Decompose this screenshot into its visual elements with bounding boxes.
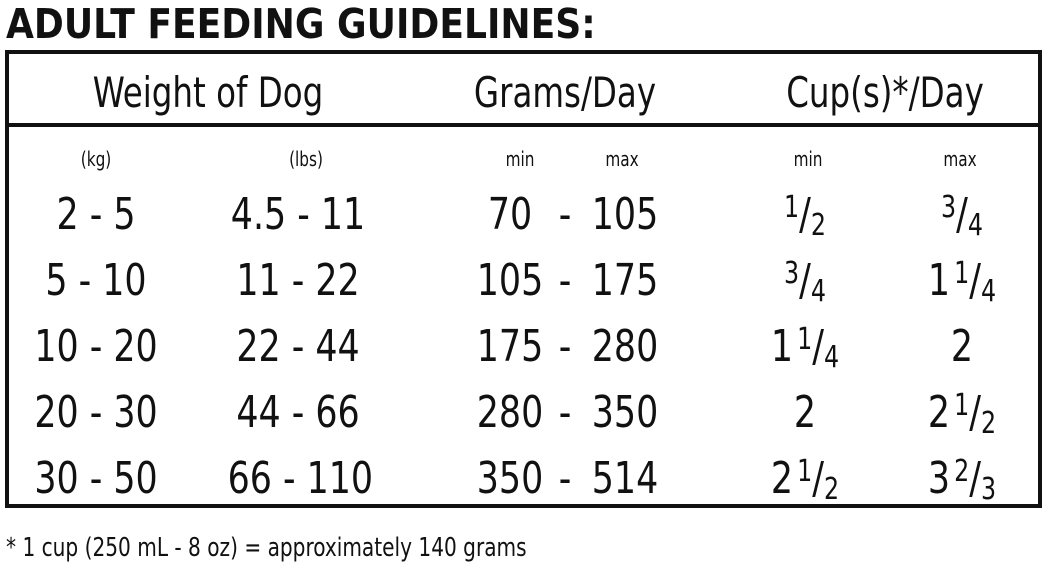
fraction-denominator: 4 bbox=[823, 340, 840, 375]
row-cups-min bbox=[743, 188, 866, 251]
fraction-numerator: 3 bbox=[941, 190, 957, 225]
fraction-slash: / bbox=[799, 255, 811, 306]
fraction-denominator: 2 bbox=[980, 406, 997, 441]
fraction-denominator: 2 bbox=[810, 208, 826, 243]
row-grams-sep: - bbox=[558, 453, 572, 504]
row-grams-max: 175 bbox=[591, 255, 659, 306]
row-cups-max bbox=[900, 386, 1023, 449]
row-grams-max: 280 bbox=[591, 321, 659, 372]
row-cups-min bbox=[743, 452, 866, 515]
footnote: * 1 cup (250 mL - 8 oz) = approximately 140 grams bbox=[6, 533, 527, 563]
row-grams-max: 514 bbox=[591, 453, 659, 504]
row-cups-min bbox=[743, 386, 866, 449]
header-grams: Grams/Day bbox=[473, 68, 657, 117]
fraction-whole: 3 bbox=[927, 453, 951, 504]
fraction-slash: / bbox=[812, 453, 824, 504]
row-kg: 30 - 50 bbox=[34, 453, 158, 504]
fraction-whole: 2 bbox=[770, 453, 794, 504]
row-grams-min: 350 bbox=[476, 453, 544, 504]
fraction-slash: / bbox=[969, 453, 981, 504]
fraction-slash: / bbox=[969, 255, 981, 306]
page-title: ADULT FEEDING GUIDELINES: bbox=[6, 0, 596, 48]
fraction-whole: 1 bbox=[927, 255, 951, 306]
subheader-lbs: (lbs) bbox=[289, 147, 323, 171]
row-lbs: 22 - 44 bbox=[236, 321, 360, 372]
fraction-numerator: 1 bbox=[797, 454, 813, 489]
fraction-whole: 2 bbox=[950, 321, 974, 372]
row-grams-sep: - bbox=[558, 255, 572, 306]
fraction-denominator: 4 bbox=[980, 274, 997, 309]
row-grams-min: 175 bbox=[476, 321, 544, 372]
fraction-slash: / bbox=[812, 321, 824, 372]
fraction-whole: 1 bbox=[770, 321, 794, 372]
fraction-whole: 2 bbox=[927, 387, 951, 438]
row-kg: 20 - 30 bbox=[34, 387, 158, 438]
fraction-numerator: 2 bbox=[954, 454, 970, 489]
subheader-kg: (kg) bbox=[80, 147, 112, 171]
subheader-cups-max: max bbox=[943, 147, 977, 171]
header-weight: Weight of Dog bbox=[92, 68, 324, 117]
row-kg: 2 - 5 bbox=[56, 189, 136, 240]
row-lbs: 44 - 66 bbox=[236, 387, 360, 438]
row-grams-sep: - bbox=[558, 321, 572, 372]
row-grams-sep: - bbox=[558, 189, 572, 240]
subheader-cups-min: min bbox=[793, 147, 823, 171]
row-kg: 10 - 20 bbox=[34, 321, 158, 372]
row-cups-min bbox=[743, 320, 866, 383]
fraction-numerator: 3 bbox=[784, 256, 800, 291]
row-lbs: 66 - 110 bbox=[227, 453, 374, 504]
row-cups-max bbox=[900, 254, 1023, 317]
fraction-denominator: 2 bbox=[823, 472, 840, 507]
fraction-whole: 2 bbox=[793, 387, 817, 438]
fraction-numerator: 1 bbox=[784, 190, 800, 225]
row-lbs: 4.5 - 11 bbox=[230, 189, 366, 240]
row-cups-max bbox=[900, 320, 1023, 383]
fraction-numerator: 1 bbox=[954, 256, 970, 291]
row-grams-max: 105 bbox=[591, 189, 659, 240]
fraction-denominator: 3 bbox=[980, 472, 997, 507]
row-cups-max bbox=[900, 188, 1023, 251]
row-lbs: 11 - 22 bbox=[236, 255, 360, 306]
row-grams-sep: - bbox=[558, 387, 572, 438]
fraction-denominator: 4 bbox=[967, 208, 983, 243]
header-cups: Cup(s)*/Day bbox=[786, 68, 984, 117]
fraction-numerator: 1 bbox=[954, 388, 970, 423]
header-divider bbox=[5, 123, 1042, 127]
fraction-slash: / bbox=[799, 189, 811, 240]
fraction-denominator: 4 bbox=[810, 274, 826, 309]
row-grams-min: 70 bbox=[487, 189, 533, 240]
row-kg: 5 - 10 bbox=[45, 255, 147, 306]
fraction-slash: / bbox=[956, 189, 968, 240]
row-grams-min: 105 bbox=[476, 255, 544, 306]
row-cups-min bbox=[743, 254, 866, 317]
subheader-grams-min: min bbox=[505, 147, 535, 171]
fraction-numerator: 1 bbox=[797, 322, 813, 357]
fraction-slash: / bbox=[969, 387, 981, 438]
row-grams-min: 280 bbox=[476, 387, 544, 438]
subheader-grams-max: max bbox=[605, 147, 639, 171]
row-grams-max: 350 bbox=[591, 387, 659, 438]
row-cups-max bbox=[900, 452, 1023, 515]
